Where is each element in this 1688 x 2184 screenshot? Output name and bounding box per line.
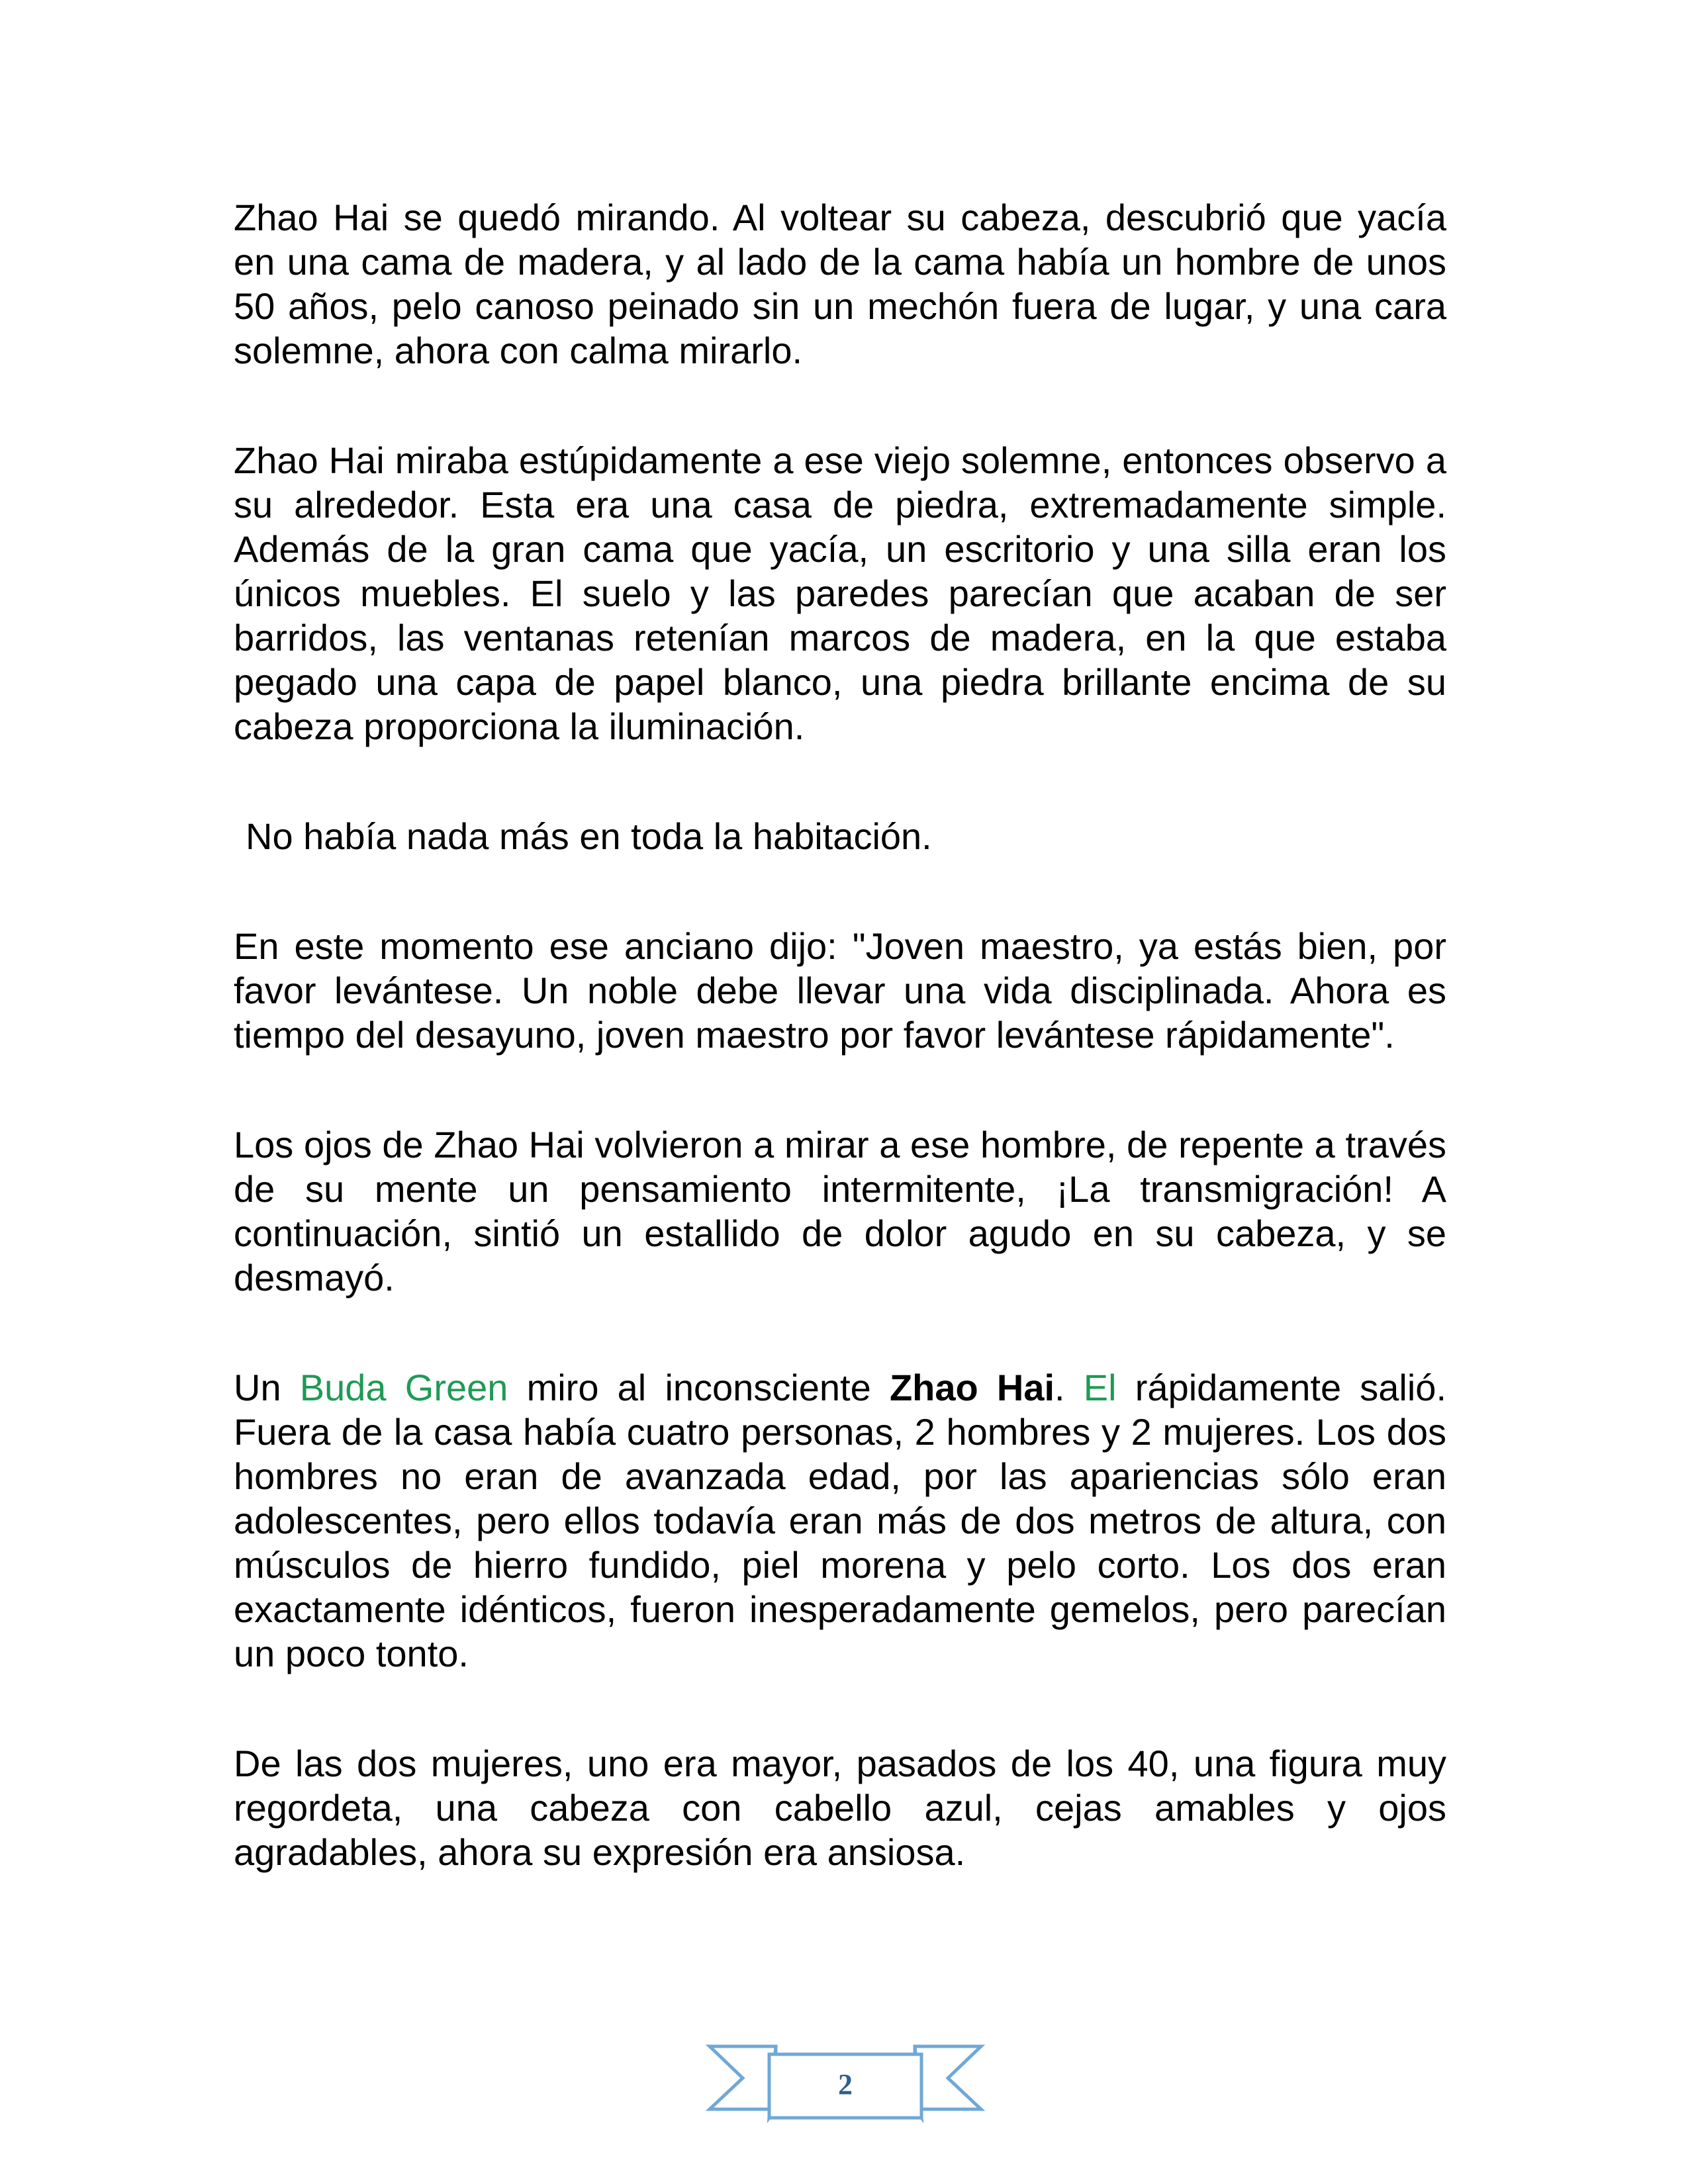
paragraph-2: Zhao Hai miraba estúpidamente a ese viejo solemne, entonces observo a su alrededor. Esta era una casa de piedra, extremadamente simple. Además de la gran cama que yacía, un escritorio y una silla eran los únicos muebles. El suelo y las paredes parecían que acaban de ser barridos, las ventanas retenían marcos de madera, en la que estaba pegado una capa de papel blanco, una piedra brillante encima de su cabeza proporciona la iluminación. [234,439,1446,747]
paragraph-6-text-4: rápidamente salió. Fuera de la casa había cuatro personas, 2 hombres y 2 mujeres. Los dos hombres no eran de avanzada edad, por las apariencias sólo eran adolescentes, pero ellos todavía eran más de dos metros de altura, con músculos de hierro fundido, piel morena y pelo corto. Los dos eran exactamente idénticos, fueron inesperadamente gemelos, pero parecían un poco tonto. [234,1367,1447,1674]
pronoun-el: El [1083,1367,1117,1408]
character-name-buda-green: Buda Green [299,1367,508,1408]
paragraph-6-text-2: miro al inconsciente [508,1367,890,1408]
paragraph-4: En este momento ese anciano dijo: "Joven maestro, ya estás bien, por favor levántese. Un noble debe llevar una vida disciplinada. Ahora es tiempo del desayuno, joven maestro por favor levántese rápidamente". [234,925,1446,1056]
paragraph-3: No había nada más en toda la habitación. [246,815,932,857]
paragraph-1: Zhao Hai se quedó mirando. Al voltear su cabeza, descubrió que yacía en una cama de madera, y al lado de la cama había un hombre de unos 50 años, pelo canoso peinado sin un mechón fuera de lugar, y una cara solemne, ahora con calma mirarlo. [234,197,1446,371]
paragraph-6-text-3: . [1055,1367,1084,1408]
paragraph-6 [234,1365,1446,1676]
paragraph-5: Los ojos de Zhao Hai volvieron a mirar a ese hombre, de repente a través de su mente un pensamiento intermitente, ¡La transmigración! A continuación, sintió un estallido de dolor agudo en su cabeza, y se desmayó. [234,1124,1446,1298]
page-body [234,195,1446,1940]
character-name-zhao-hai: Zhao Hai [889,1367,1055,1408]
paragraph-7: De las dos mujeres, uno era mayor, pasados de los 40, una figura muy regordeta, una cabeza con cabello azul, cejas amables y ojos agradables, ahora su expresión era ansiosa. [234,1743,1446,1873]
page-number: 2 [838,2068,853,2101]
paragraph-6-text-1: Un [234,1367,300,1408]
